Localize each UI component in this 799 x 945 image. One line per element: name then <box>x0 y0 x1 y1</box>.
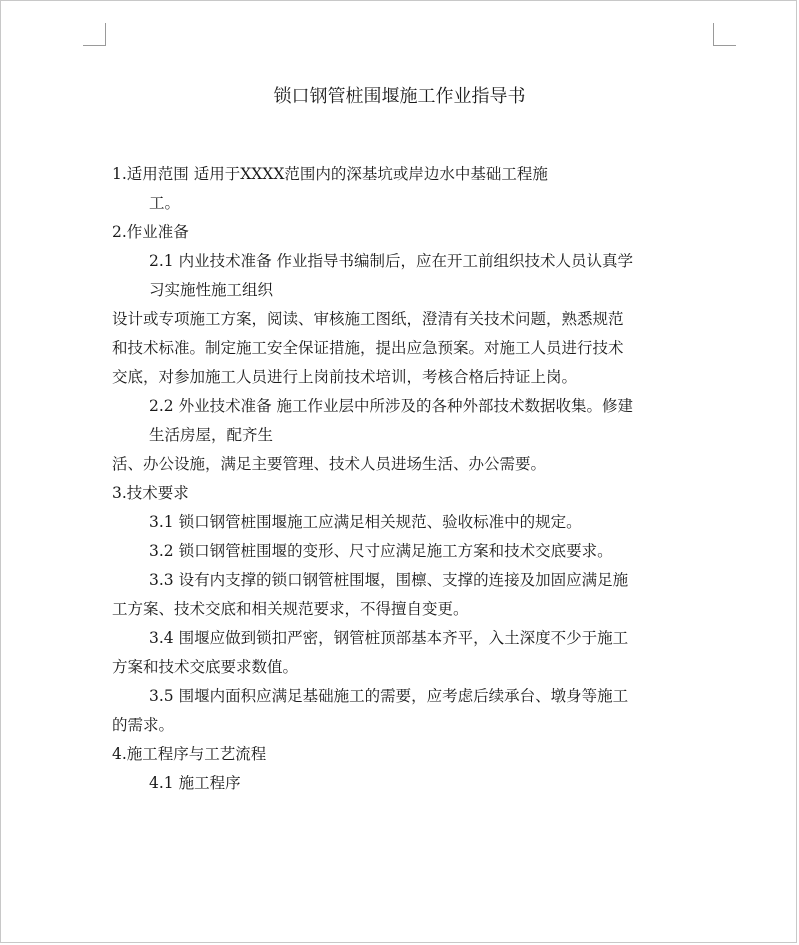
text-line: 和技术标准。制定施工安全保证措施，提出应急预案。对施工人员进行技术 <box>112 339 624 357</box>
text-line: 3.3 设有内支撑的锁口钢管桩围堰，围檩、支撑的连接及加固应满足施 <box>149 571 629 589</box>
text-line: 的需求。 <box>112 716 175 734</box>
crop-mark-top-right <box>713 23 736 46</box>
text-line: 4.1 施工程序 <box>149 774 241 792</box>
text-line: 1.适用范围 适用于XXXX范围内的深基坑或岸边水中基础工程施 <box>112 165 548 183</box>
text-line: 工。 <box>149 194 181 212</box>
text-line: 2.1 内业技术准备 作业指导书编制后，应在开工前组织技术人员认真学 <box>149 252 634 270</box>
document-body <box>112 160 712 798</box>
text-line: 3.2 锁口钢管桩围堰的变形、尺寸应满足施工方案和技术交底要求。 <box>149 542 613 560</box>
text-line: 设计或专项施工方案，阅读、审核施工图纸，澄清有关技术问题，熟悉规范 <box>112 310 624 328</box>
section-heading: 3.技术要求 <box>112 484 189 502</box>
text-line: 3.1 锁口钢管桩围堰施工应满足相关规范、验收标准中的规定。 <box>149 513 582 531</box>
text-line: 工方案、技术交底和相关规范要求，不得擅自变更。 <box>112 600 469 618</box>
section-heading: 4.施工程序与工艺流程 <box>112 745 267 763</box>
text-line: 交底，对参加施工人员进行上岗前技术培训，考核合格后持证上岗。 <box>112 368 578 386</box>
text-line: 习实施性施工组织 <box>149 281 274 299</box>
section-heading: 2.作业准备 <box>112 223 189 241</box>
text-line: 方案和技术交底要求数值。 <box>112 658 299 676</box>
crop-mark-top-left <box>83 23 106 46</box>
text-line: 2.2 外业技术准备 施工作业层中所涉及的各种外部技术数据收集。修建 <box>149 397 634 415</box>
text-line: 3.4 围堰应做到锁扣严密，钢管桩顶部基本齐平，入土深度不少于施工 <box>149 629 629 647</box>
text-line: 生活房屋，配齐生 <box>149 426 274 444</box>
text-line: 3.5 围堰内面积应满足基础施工的需要，应考虑后续承台、墩身等施工 <box>149 687 629 705</box>
document-title: 锁口钢管桩围堰施工作业指导书 <box>273 86 526 107</box>
text-line: 活、办公设施，满足主要管理、技术人员进场生活、办公需要。 <box>112 455 547 473</box>
